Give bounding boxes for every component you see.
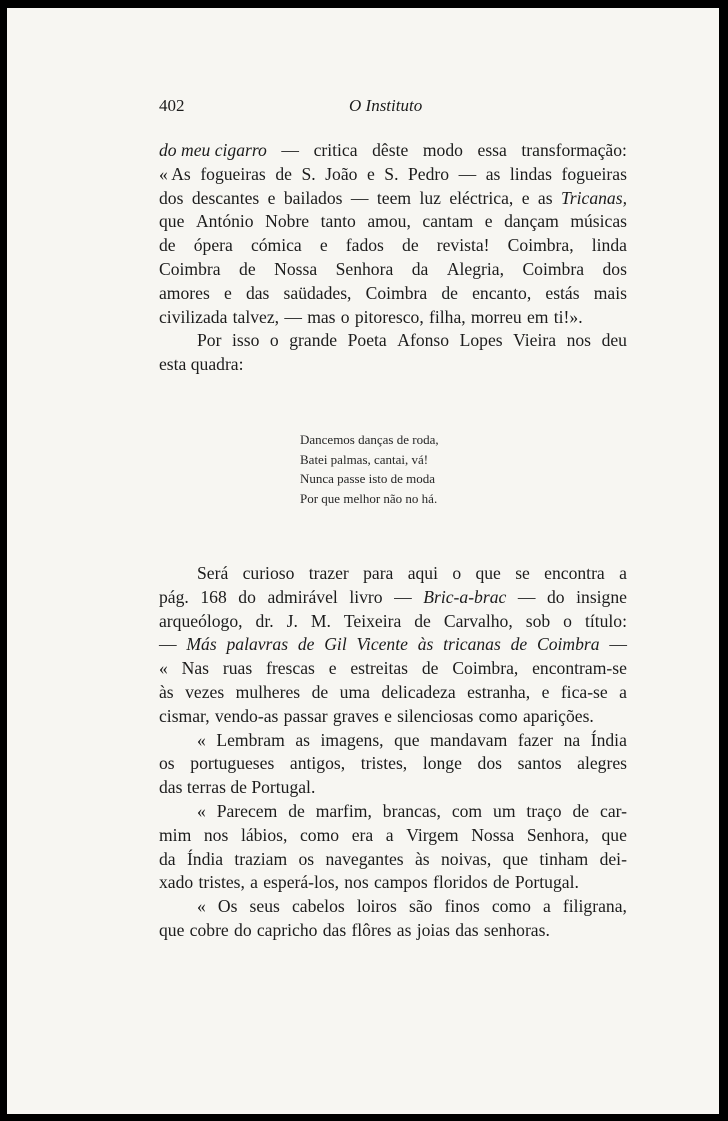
word: e <box>319 235 328 256</box>
word: Parecem <box>216 800 278 821</box>
word: às <box>417 634 434 655</box>
word: o <box>269 330 279 351</box>
word: de <box>414 610 431 631</box>
word: encontra <box>544 563 605 583</box>
word: Nossa <box>471 824 515 845</box>
word: finos <box>444 896 480 917</box>
word: e <box>484 211 493 232</box>
word: brancas, <box>382 800 441 821</box>
word: — <box>609 634 627 655</box>
word: deu <box>601 330 627 351</box>
word: as <box>485 163 501 184</box>
word: campos <box>373 872 428 893</box>
text-line <box>159 306 627 330</box>
word: do <box>234 919 252 940</box>
word: cabelos <box>291 896 345 917</box>
text-line <box>159 919 627 943</box>
word: livro <box>349 586 383 607</box>
word: título: <box>584 610 627 631</box>
word: Coimbra, <box>452 658 519 679</box>
word: da <box>411 258 429 279</box>
word: das <box>322 919 347 940</box>
word: o <box>340 306 350 327</box>
word: lábios, <box>240 824 288 845</box>
word: fogueiras <box>561 163 627 184</box>
word: Lembram <box>216 729 285 750</box>
word: as <box>396 919 412 940</box>
word: traço <box>526 800 562 821</box>
word: amores <box>159 282 210 303</box>
word: de <box>572 800 590 821</box>
verse-line: Nunca passe isto de moda <box>300 471 436 486</box>
word: Alegria, <box>446 258 504 279</box>
word: « <box>197 729 206 750</box>
text-line <box>159 895 627 919</box>
word: palavras <box>226 634 289 655</box>
word: « <box>159 658 168 679</box>
word: — <box>159 634 177 655</box>
word: e <box>267 187 276 208</box>
word: navegantes <box>325 848 404 869</box>
word: esta quadra: <box>159 354 244 375</box>
word: mandavam <box>430 729 508 750</box>
text-line <box>159 729 627 753</box>
word: Senhora <box>335 258 394 279</box>
word: encanto, <box>472 282 532 303</box>
text-block-lower <box>159 562 627 943</box>
text-line <box>159 848 627 872</box>
word: na <box>563 729 581 750</box>
word: se <box>515 563 530 583</box>
word: flôres <box>351 919 392 940</box>
verse-line: Dancemos danças de roda, <box>300 432 439 447</box>
word: que <box>159 919 185 940</box>
word: mas <box>307 306 336 327</box>
word: Gil <box>324 634 347 655</box>
word: mim <box>159 824 192 845</box>
word: e <box>384 705 392 726</box>
word: Vieira <box>513 330 557 351</box>
running-head <box>159 96 629 120</box>
journal-title: O Instituto <box>349 96 423 115</box>
word: loiros <box>356 896 397 917</box>
word: — <box>458 163 477 184</box>
word: as <box>295 729 310 750</box>
word: que <box>601 824 627 845</box>
text-line <box>159 657 627 681</box>
word: joias <box>416 919 450 940</box>
word: sob <box>525 610 551 631</box>
word: saüdades, <box>283 282 352 303</box>
word: a <box>619 681 627 702</box>
word: Coimbra <box>537 634 600 655</box>
word: que <box>502 848 529 869</box>
page-number: 402 <box>159 96 185 115</box>
word: tristes, <box>198 872 245 893</box>
word: Poeta <box>347 330 387 351</box>
word: estreitas <box>350 658 409 679</box>
word: fados <box>345 235 384 256</box>
text-line <box>159 210 627 234</box>
word: fica-se <box>560 681 608 702</box>
word: amou, <box>367 211 411 232</box>
text-line <box>159 282 627 306</box>
word: e <box>366 163 375 184</box>
word: civilizada <box>159 306 228 327</box>
word: Tricanas, <box>560 187 627 208</box>
text-line <box>159 800 627 824</box>
word: tricanas <box>443 634 501 655</box>
word: de <box>402 235 419 256</box>
word: « As <box>159 163 191 184</box>
word: de <box>492 872 510 893</box>
word: traziam <box>234 848 288 869</box>
word: são <box>408 896 433 917</box>
word: Senhora, <box>526 824 589 845</box>
word: Bric-a-brac <box>423 586 507 607</box>
text-line <box>159 329 627 353</box>
paragraph-3 <box>159 562 627 729</box>
word: cobre <box>189 919 229 940</box>
word: músicas <box>570 211 627 232</box>
word: o <box>563 610 572 631</box>
word: que <box>394 729 420 750</box>
word: das <box>245 282 270 303</box>
word: pitoresco, <box>354 306 424 327</box>
word: bailados <box>283 187 343 208</box>
text-line <box>159 633 627 657</box>
word: « <box>197 896 206 917</box>
word: a <box>250 872 258 893</box>
word: antigos, <box>289 753 346 774</box>
word: linda <box>591 235 627 256</box>
word: António <box>195 211 254 232</box>
word: de <box>275 163 292 184</box>
word: floridos <box>432 872 488 893</box>
word: de <box>441 282 458 303</box>
word: de <box>288 800 305 821</box>
word: tristes, <box>360 753 408 774</box>
word: luz <box>419 187 441 208</box>
word: revista! <box>436 235 490 256</box>
word: dançam <box>504 211 559 232</box>
word: dei- <box>599 848 627 869</box>
text-line <box>159 353 627 377</box>
word: Nossa <box>274 258 318 279</box>
paragraph-6 <box>159 895 627 943</box>
verse-line: Por que melhor não no há. <box>300 490 438 506</box>
text-line <box>159 681 627 705</box>
word: os <box>298 848 315 869</box>
word: nos <box>344 872 369 893</box>
word: para <box>363 563 394 583</box>
word: 168 <box>200 586 227 607</box>
word: dos <box>602 258 627 279</box>
word: e <box>541 681 550 702</box>
word: dos <box>477 753 502 774</box>
word: nos <box>203 824 229 845</box>
word: xado <box>159 872 194 893</box>
word: João <box>325 163 358 184</box>
word: portugueses <box>190 753 275 774</box>
word: fazer <box>517 729 553 750</box>
word: ruas <box>222 658 253 679</box>
word: Carvalho, <box>443 610 513 631</box>
word: Más <box>186 634 217 655</box>
word: teem <box>376 187 412 208</box>
word: estranha, <box>467 681 531 702</box>
word: longe <box>422 753 462 774</box>
word: tanto <box>320 211 356 232</box>
word: S. <box>301 163 316 184</box>
text-line <box>159 586 627 610</box>
word: as <box>537 187 553 208</box>
word: silenciosas <box>397 705 474 726</box>
word: Coimbra, <box>507 235 574 256</box>
word: frescas <box>266 658 315 679</box>
word: e <box>328 658 337 679</box>
paragraph-4 <box>159 729 627 800</box>
word: — <box>281 140 300 160</box>
word: Índia <box>186 848 224 869</box>
text-line <box>159 163 627 187</box>
word: uma <box>339 681 370 702</box>
word: um <box>493 800 516 821</box>
word: em <box>527 306 549 327</box>
word: seus <box>249 896 280 917</box>
word: do <box>238 586 256 607</box>
word: da <box>159 848 176 869</box>
text-line <box>159 776 627 800</box>
word: às <box>414 848 430 869</box>
word: alegres <box>577 753 627 774</box>
word: talvez, <box>232 306 280 327</box>
word: — <box>517 586 536 607</box>
word: como <box>491 896 531 917</box>
word: tinham <box>539 848 589 869</box>
word: Coimbra <box>365 282 428 303</box>
word: graves <box>332 705 379 726</box>
word: S. <box>384 163 399 184</box>
word: imagens, <box>320 729 384 750</box>
word: ti!». <box>553 306 583 327</box>
word: — <box>284 306 302 327</box>
word: e <box>521 187 530 208</box>
word: dr. <box>255 610 274 631</box>
word: eléctrica, <box>449 187 514 208</box>
word: Pedro <box>408 163 450 184</box>
word: cómica <box>250 235 302 256</box>
word: descantes <box>191 187 260 208</box>
paragraph-5 <box>159 800 627 895</box>
word: vendo-as <box>214 705 279 726</box>
word: Afonso <box>397 330 450 351</box>
word: essa <box>477 140 507 160</box>
text-line <box>159 705 627 729</box>
word: Vicente <box>356 634 408 655</box>
word: do meu cigarro <box>159 140 267 160</box>
word: admirável <box>267 586 338 607</box>
word: curioso <box>242 563 295 583</box>
word: esperá-los, <box>263 872 339 893</box>
word: santos <box>517 753 562 774</box>
word: como <box>478 705 518 726</box>
word: fogueiras <box>200 163 266 184</box>
word: mais <box>593 282 627 303</box>
word: encontram-se <box>532 658 627 679</box>
word: Nobre <box>265 211 310 232</box>
word: noivas, <box>440 848 492 869</box>
word: dêste <box>372 140 409 160</box>
word: o <box>452 563 462 583</box>
word: mulheres <box>235 681 301 702</box>
word: que <box>475 563 501 583</box>
word: filigrana, <box>562 896 627 917</box>
word: delicadeza <box>381 681 456 702</box>
word: Coimbra <box>159 258 221 279</box>
word: lindas <box>509 163 552 184</box>
text-line <box>159 824 627 848</box>
word: cismar, <box>159 705 210 726</box>
word: transformação: <box>521 140 627 160</box>
text-line <box>159 139 627 163</box>
word: passar <box>283 705 328 726</box>
word: cantam <box>422 211 474 232</box>
word: vezes <box>185 681 225 702</box>
word: Por <box>197 330 222 351</box>
text-line <box>159 234 627 258</box>
paragraph-1 <box>159 139 627 329</box>
word: de <box>421 658 439 679</box>
word: Teixeira <box>343 610 402 631</box>
word: grande <box>289 330 338 351</box>
word: Os <box>217 896 238 917</box>
word: senhoras. <box>483 919 550 940</box>
word: do <box>547 586 565 607</box>
word: car- <box>600 800 627 821</box>
word: Coimbra <box>522 258 585 279</box>
word: e <box>223 282 232 303</box>
word: filha, <box>429 306 466 327</box>
word: de <box>311 681 329 702</box>
word: de <box>239 258 256 279</box>
paragraph-2 <box>159 329 627 377</box>
text-line <box>159 871 627 895</box>
word: critica <box>313 140 358 160</box>
text-line <box>159 610 627 634</box>
verse-line: Batei palmas, cantai, vá! <box>300 451 429 467</box>
word: Portugal. <box>514 872 579 893</box>
word: — <box>350 187 369 208</box>
word: aparições. <box>523 705 594 726</box>
word: de <box>297 634 315 655</box>
word: Nas <box>181 658 210 679</box>
word: de <box>510 634 528 655</box>
word: os <box>159 753 175 774</box>
word: era <box>351 824 374 845</box>
word: capricho <box>256 919 318 940</box>
text-line <box>159 258 627 282</box>
word: de <box>159 235 176 256</box>
word: isso <box>231 330 260 351</box>
word: a <box>619 563 627 583</box>
word: modo <box>422 140 463 160</box>
text-line <box>159 562 627 586</box>
word: Será <box>197 563 229 583</box>
word: M. <box>310 610 331 631</box>
word: pág. <box>159 586 189 607</box>
word: aqui <box>407 563 438 583</box>
word: trazer <box>308 563 349 583</box>
word: insigne <box>576 586 627 607</box>
word: a <box>543 896 551 917</box>
word: às <box>159 681 174 702</box>
word: como <box>299 824 340 845</box>
word: a <box>385 824 394 845</box>
book-page <box>7 8 719 1114</box>
word: marfim, <box>315 800 372 821</box>
word: dos <box>159 187 184 208</box>
text-line <box>159 187 627 211</box>
word: estás <box>545 282 580 303</box>
word: ópera <box>193 235 233 256</box>
word: « <box>197 800 206 821</box>
word: Lopes <box>459 330 503 351</box>
word: das <box>455 919 479 940</box>
word: das terras de Portugal. <box>159 777 316 798</box>
word: Índia <box>590 729 627 750</box>
word: arqueólogo, <box>159 610 243 631</box>
word: nos <box>566 330 592 351</box>
word: morreu <box>470 306 522 327</box>
word: J. <box>286 610 298 631</box>
text-block-upper <box>159 139 627 377</box>
word: que <box>159 211 185 232</box>
word: — <box>394 586 412 607</box>
text-line <box>159 752 627 776</box>
word: Virgem <box>406 824 459 845</box>
word: com <box>451 800 483 821</box>
verse-quatrain <box>300 430 439 508</box>
